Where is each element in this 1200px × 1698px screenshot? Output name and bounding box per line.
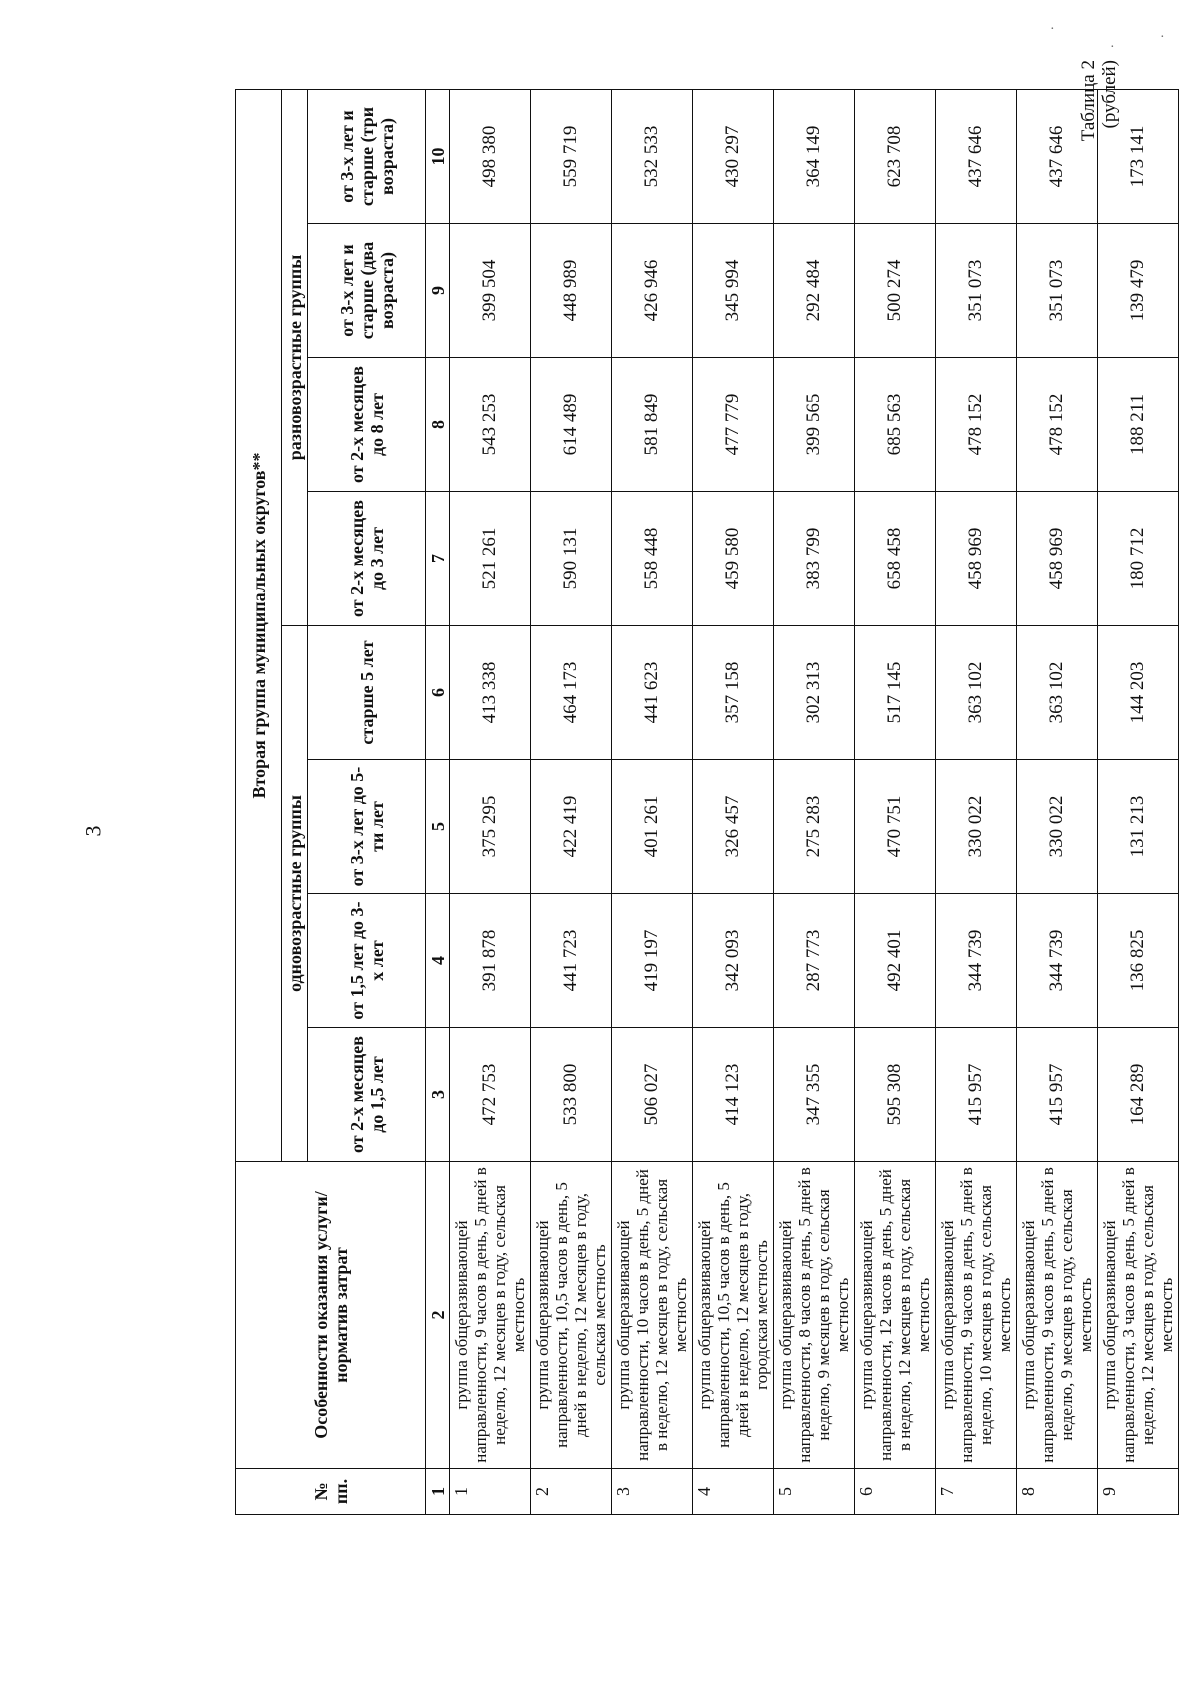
row-description: группа общеразвивающей направленности, 8 часов в день, 5 дней в неделю, 9 месяцев в году, сельская местность [774,1162,855,1469]
cost-cell: 292 484 [774,224,855,358]
column-index: 9 [426,224,450,358]
column-header: старше 5 лет [308,626,426,760]
cost-cell: 173 141 [1098,89,1179,223]
cost-norms-table [235,89,1179,1515]
cost-cell: 326 457 [693,760,774,894]
row-number: 6 [855,1469,936,1515]
cost-cell: 275 283 [774,760,855,894]
cost-cell: 131 213 [1098,760,1179,894]
row-description: группа общеразвивающей направленности, 10 часов в день, 5 дней в неделю, 12 месяцев в году, сельская местность [612,1162,693,1469]
column-header: от 2-х месяцев до 8 лет [308,358,426,492]
table-body [450,89,1179,1514]
column-index: 8 [426,358,450,492]
table-row [855,89,936,1514]
cost-cell: 559 719 [531,89,612,223]
column-index: 10 [426,89,450,223]
row-description: группа общеразвивающей направленности, 9 часов в день, 5 дней в неделю, 12 месяцев в году, сельская местность [450,1162,531,1469]
cost-cell: 391 878 [450,894,531,1028]
scan-speck: · [1110,40,1115,55]
row-number: 4 [693,1469,774,1515]
table-label: Таблица 2 [1078,60,1099,142]
cost-cell: 144 203 [1098,626,1179,760]
column-index: 1 [426,1469,450,1515]
cost-cell: 517 145 [855,626,936,760]
cost-cell: 581 849 [612,358,693,492]
cost-cell: 458 969 [936,492,1017,626]
row-number: 8 [1017,1469,1098,1515]
cost-cell: 478 152 [1017,358,1098,492]
cost-cell: 375 295 [450,760,531,894]
cost-cell: 477 779 [693,358,774,492]
cost-cell: 500 274 [855,224,936,358]
cost-cell: 441 723 [531,894,612,1028]
row-number: 3 [612,1469,693,1515]
column-index: 3 [426,1028,450,1162]
cost-cell: 287 773 [774,894,855,1028]
row-description: группа общеразвивающей направленности, 10,5 часов в день, 5 дней в неделю, 12 месяцев в году, сельская местность [531,1162,612,1469]
cost-cell: 506 027 [612,1028,693,1162]
cost-cell: 345 994 [693,224,774,358]
cost-cell: 415 957 [936,1028,1017,1162]
cost-cell: 459 580 [693,492,774,626]
cost-cell: 363 102 [1017,626,1098,760]
cost-cell: 330 022 [1017,760,1098,894]
column-index: 2 [426,1162,450,1469]
header-group: Вторая группа муниципальных округов** [236,89,282,1161]
cost-cell: 136 825 [1098,894,1179,1028]
cost-cell: 498 380 [450,89,531,223]
table-row [612,89,693,1514]
cost-cell: 658 458 [855,492,936,626]
cost-cell: 533 800 [531,1028,612,1162]
cost-cell: 344 739 [1017,894,1098,1028]
column-header: от 2-х месяцев до 3 лет [308,492,426,626]
cost-cell: 422 419 [531,760,612,894]
table-row [531,89,612,1514]
cost-cell: 590 131 [531,492,612,626]
cost-cell: 532 533 [612,89,693,223]
cost-cell: 492 401 [855,894,936,1028]
row-description: группа общеразвивающей направленности, 9 часов в день, 5 дней в неделю, 9 месяцев в году, сельская местность [1017,1162,1098,1469]
cost-cell: 399 504 [450,224,531,358]
row-description: группа общеразвивающей направленности, 9 часов в день, 5 дней в неделю, 10 месяцев в году, сельская местность [936,1162,1017,1469]
cost-cell: 448 989 [531,224,612,358]
row-description: группа общеразвивающей направленности, 3 часов в день, 5 дней в неделю, 12 месяцев в году, сельская местность [1098,1162,1179,1469]
cost-cell: 347 355 [774,1028,855,1162]
cost-cell: 543 253 [450,358,531,492]
column-index: 7 [426,492,450,626]
cost-cell: 415 957 [1017,1028,1098,1162]
cost-cell: 464 173 [531,626,612,760]
cost-cell: 180 712 [1098,492,1179,626]
page-number: 3 [80,825,106,837]
cost-cell: 472 753 [450,1028,531,1162]
cost-cell: 363 102 [936,626,1017,760]
cost-cell: 139 479 [1098,224,1179,358]
table-row [936,89,1017,1514]
cost-cell: 164 289 [1098,1028,1179,1162]
table-row [1098,89,1179,1514]
cost-cell: 357 158 [693,626,774,760]
cost-cell: 419 197 [612,894,693,1028]
column-header: от 3-х лет и старше (два возраста) [308,224,426,358]
cost-cell: 351 073 [936,224,1017,358]
column-header: от 2-х месяцев до 1,5 лет [308,1028,426,1162]
cost-cell: 595 308 [855,1028,936,1162]
cost-cell: 330 022 [936,760,1017,894]
cost-cell: 521 261 [450,492,531,626]
cost-cell: 437 646 [1017,89,1098,223]
row-number: 9 [1098,1469,1179,1515]
unit-label: (рублей) [1099,60,1120,129]
cost-cell: 351 073 [1017,224,1098,358]
cost-cell: 614 489 [531,358,612,492]
cost-cell: 302 313 [774,626,855,760]
scan-speck: · [1160,30,1165,45]
cost-cell: 478 152 [936,358,1017,492]
table-row [693,89,774,1514]
cost-cell: 383 799 [774,492,855,626]
header-row-number: № пп. [236,1469,426,1515]
row-number: 7 [936,1469,1017,1515]
cost-cell: 458 969 [1017,492,1098,626]
column-index: 5 [426,760,450,894]
cost-cell: 399 565 [774,358,855,492]
table-row [450,89,531,1514]
table-row [1017,89,1098,1514]
cost-cell: 558 448 [612,492,693,626]
row-description: группа общеразвивающей направленности, 12 часов в день, 5 дней в неделю, 12 месяцев в году, сельская местность [855,1162,936,1469]
header-same-age: одновозрастные группы [282,626,308,1162]
cost-cell: 364 149 [774,89,855,223]
row-number: 2 [531,1469,612,1515]
cost-cell: 623 708 [855,89,936,223]
column-header: от 1,5 лет до 3-х лет [308,894,426,1028]
column-header: от 3-х лет и старше (три возраста) [308,89,426,223]
cost-cell: 441 623 [612,626,693,760]
cost-cell: 437 646 [936,89,1017,223]
column-index-row [426,89,450,1514]
cost-cell: 430 297 [693,89,774,223]
cost-cell: 470 751 [855,760,936,894]
cost-cell: 344 739 [936,894,1017,1028]
header-description: Особенности оказания услуги/норматив затрат [236,1162,426,1469]
scan-speck: · [1050,22,1055,37]
cost-cell: 414 123 [693,1028,774,1162]
cost-cell: 426 946 [612,224,693,358]
row-number: 5 [774,1469,855,1515]
table-row [774,89,855,1514]
cost-cell: 401 261 [612,760,693,894]
cost-cell: 188 211 [1098,358,1179,492]
column-index: 4 [426,894,450,1028]
cost-cell: 342 093 [693,894,774,1028]
row-description: группа общеразвивающей направленности, 10,5 часов в день, 5 дней в неделю, 12 месяцев в году, городская местность [693,1162,774,1469]
cost-cell: 413 338 [450,626,531,760]
row-number: 1 [450,1469,531,1515]
header-mixed-age: разновозрастные группы [282,89,308,625]
column-header: от 3-х лет до 5-ти лет [308,760,426,894]
cost-cell: 685 563 [855,358,936,492]
column-index: 6 [426,626,450,760]
